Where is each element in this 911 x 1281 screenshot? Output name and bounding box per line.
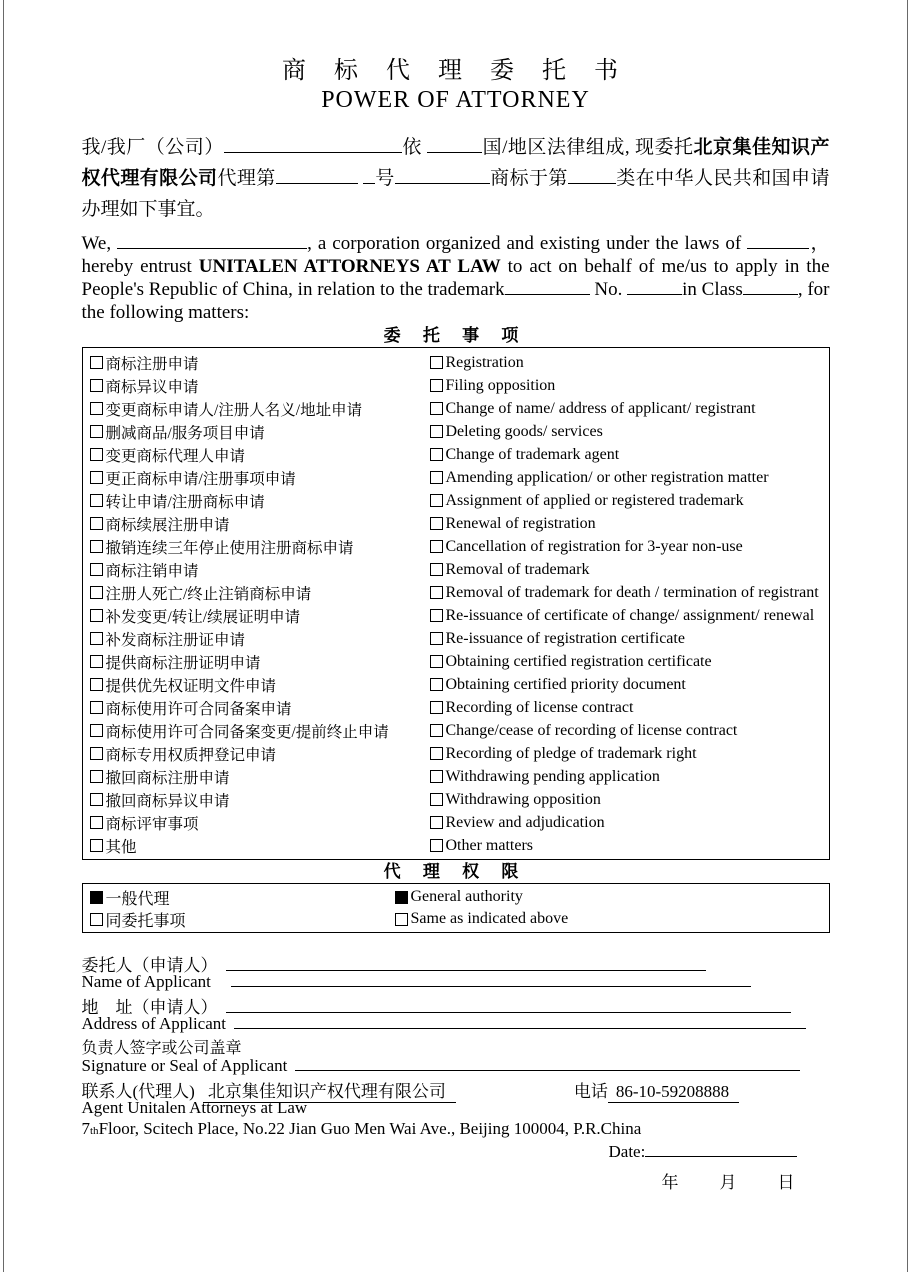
matters-row: [83, 443, 829, 466]
blank-line: [363, 168, 375, 184]
matters-row: [83, 374, 829, 397]
matters-item-en: [430, 400, 829, 418]
checkbox-checked-icon[interactable]: [395, 891, 408, 904]
text-run: in Class: [682, 279, 743, 300]
matters-item-label: Obtaining certified priority document: [445, 675, 686, 693]
checkbox-icon[interactable]: [90, 540, 103, 553]
matters-row: [83, 420, 829, 443]
matters-item-label: 变更商标申请人/注册人名义/地址申请: [105, 401, 363, 419]
matters-row: [83, 351, 829, 374]
matters-item-cn: [83, 421, 430, 443]
authority-option-label: Same as indicated above: [410, 910, 569, 927]
authority-table: [82, 883, 830, 933]
authority-heading: 代 理 权 限: [383, 862, 528, 881]
checkbox-icon[interactable]: [430, 747, 443, 760]
matters-row: [83, 650, 829, 673]
applicant-name-row-cn: [81, 951, 830, 975]
matters-item-cn: [83, 352, 430, 374]
matters-row: [83, 397, 829, 420]
checkbox-icon[interactable]: [430, 816, 443, 829]
matters-item-cn: [83, 628, 430, 650]
matters-item-label: Other matters: [445, 836, 534, 854]
authority-option-label: General authority: [410, 888, 523, 905]
matters-item-label: 提供优先权证明文件申请: [105, 677, 277, 695]
emphasis-text: 北京集佳知识产权代理有限公司: [81, 137, 830, 189]
text-run: 号: [374, 168, 395, 189]
checkbox-icon[interactable]: [430, 425, 443, 438]
checkbox-icon[interactable]: [430, 793, 443, 806]
matters-item-label: Withdrawing pending application: [445, 767, 660, 785]
applicant-name-line-cn: [226, 956, 706, 971]
matters-item-label: Re-issuance of certificate of change/ assignment/ renewal: [445, 606, 815, 624]
authority-option-en: [395, 888, 829, 906]
matters-item-en: [430, 676, 829, 694]
applicant-address-line-cn: [226, 998, 791, 1013]
matters-item-en: [430, 446, 829, 464]
authority-option-label: 一般代理: [105, 890, 170, 908]
matters-item-label: Deleting goods/ services: [445, 422, 603, 440]
matters-item-label: 商标专用权质押登记申请: [105, 746, 277, 764]
agent-address-number: 7: [81, 1119, 90, 1138]
checkbox-icon[interactable]: [430, 655, 443, 668]
blank-line: [627, 279, 682, 295]
matters-item-en: [430, 607, 829, 625]
matters-item-cn: [83, 559, 430, 581]
matters-row: [83, 627, 829, 650]
text-run: 类在中华人民共和国申请办理如下事宜。: [81, 168, 830, 220]
document-content: [81, 50, 830, 1192]
signature-section: [81, 951, 830, 1192]
blank-line: [276, 168, 358, 184]
checkbox-icon[interactable]: [430, 494, 443, 507]
day-label: 日: [777, 1173, 795, 1192]
checkbox-icon[interactable]: [90, 816, 103, 829]
matters-item-label: Cancellation of registration for 3-year non-use: [445, 537, 743, 555]
matters-item-label: Obtaining certified registration certificate: [445, 652, 712, 670]
matters-item-cn: [83, 674, 430, 696]
checkbox-icon[interactable]: [90, 586, 103, 599]
matters-item-label: 其他: [105, 838, 137, 856]
checkbox-icon[interactable]: [90, 563, 103, 576]
matters-item-label: 商标评审事项: [105, 815, 199, 833]
text-run: 商标于第: [489, 168, 568, 189]
applicant-address-label-cn: 地 址（申请人）: [81, 998, 218, 1017]
matters-item-cn: [83, 651, 430, 673]
checkbox-icon[interactable]: [90, 517, 103, 530]
text-run: No.: [589, 279, 628, 300]
emphasis-text: UNITALEN ATTORNEYS AT LAW: [198, 256, 501, 277]
checkbox-icon[interactable]: [90, 747, 103, 760]
checkbox-icon[interactable]: [90, 839, 103, 852]
applicant-address-line-en: [234, 1014, 806, 1029]
checkbox-icon[interactable]: [430, 540, 443, 553]
checkbox-icon[interactable]: [90, 724, 103, 737]
matters-row: [83, 512, 829, 535]
text-run: ， hereby entrust: [81, 233, 830, 277]
matters-item-cn: [83, 812, 430, 834]
matters-row: [83, 811, 829, 834]
matters-row: [83, 581, 829, 604]
applicant-address-label-en: Address of Applicant: [81, 1014, 226, 1033]
matters-item-label: Change/cease of recording of license contract: [445, 721, 738, 739]
matters-item-en: [430, 515, 829, 533]
checkbox-icon[interactable]: [430, 563, 443, 576]
matters-item-label: Change of name/ address of applicant/ registrant: [445, 399, 756, 417]
matters-item-cn: [83, 467, 430, 489]
checkbox-checked-icon[interactable]: [90, 891, 103, 904]
checkbox-icon[interactable]: [430, 379, 443, 392]
matters-row: [83, 604, 829, 627]
matters-item-label: 商标使用许可合同备案申请: [105, 700, 292, 718]
checkbox-icon[interactable]: [430, 586, 443, 599]
date-label: Date:: [608, 1142, 646, 1161]
matters-item-label: 补发变更/转让/续展证明申请: [105, 608, 301, 626]
blank-line: [427, 137, 482, 153]
checkbox-icon[interactable]: [90, 448, 103, 461]
text-run: to act on behalf of me/us to apply in the People's Republic of China, in relation to the trademark: [81, 256, 830, 300]
phone-number: 86-10-59208888: [608, 1082, 739, 1103]
matters-item-label: 删减商品/服务项目申请: [105, 424, 265, 442]
checkbox-icon[interactable]: [90, 356, 103, 369]
applicant-name-label-cn: 委托人（申请人）: [81, 956, 218, 975]
matters-item-label: Registration: [445, 353, 524, 371]
document-title-cn: 商 标 代 理 委 托 书: [282, 58, 629, 84]
matters-item-label: Recording of license contract: [445, 698, 634, 716]
blank-line: [743, 279, 798, 295]
matters-item-en: [430, 722, 829, 740]
matters-item-label: 商标使用许可合同备案变更/提前终止申请: [105, 723, 389, 741]
checkbox-icon[interactable]: [90, 471, 103, 484]
matters-item-en: [430, 584, 829, 602]
authority-row: [83, 886, 829, 908]
matters-item-label: Amending application/ or other registration matter: [445, 468, 769, 486]
checkbox-icon[interactable]: [430, 701, 443, 714]
text-run: , for the following matters:: [81, 279, 830, 323]
matters-item-cn: [83, 513, 430, 535]
checkbox-icon[interactable]: [90, 632, 103, 645]
checkbox-icon[interactable]: [430, 770, 443, 783]
matters-item-en: [430, 837, 829, 855]
authority-row: [83, 908, 829, 930]
agent-name-en: Agent Unitalen Attorneys at Law: [81, 1098, 308, 1117]
checkbox-icon[interactable]: [430, 839, 443, 852]
matters-item-en: [430, 377, 829, 395]
matters-row: [83, 696, 829, 719]
applicant-name-label-en: Name of Applicant: [81, 972, 211, 991]
checkbox-icon[interactable]: [430, 632, 443, 645]
matters-item-label: 更正商标申请/注册事项申请: [105, 470, 296, 488]
document-page: [3, 0, 908, 1272]
matters-item-cn: [83, 605, 430, 627]
matters-item-cn: [83, 444, 430, 466]
agent-address-ordinal: th: [90, 1125, 99, 1137]
intro-paragraph-en: [82, 232, 830, 324]
text-run: 代理第: [217, 168, 276, 189]
blank-line: [224, 137, 402, 153]
matters-item-en: [430, 768, 829, 786]
blank-line: [568, 168, 616, 184]
matters-item-cn: [83, 490, 430, 512]
matters-row: [83, 466, 829, 489]
matters-item-label: Withdrawing opposition: [445, 790, 601, 808]
matters-item-cn: [83, 789, 430, 811]
matters-item-label: Removal of trademark for death / termination of registrant: [445, 583, 819, 601]
blank-line: [117, 233, 307, 249]
matters-item-en: [430, 561, 829, 579]
matters-item-label: Renewal of registration: [445, 514, 596, 532]
matters-item-cn: [83, 375, 430, 397]
year-label: 年: [661, 1173, 679, 1192]
matters-item-cn: [83, 582, 430, 604]
matters-row: [83, 489, 829, 512]
authority-option-label: 同委托事项: [105, 912, 186, 930]
applicant-address-row-en: [82, 1014, 830, 1034]
checkbox-icon[interactable]: [90, 494, 103, 507]
signature-label-en: Signature or Seal of Applicant: [81, 1056, 288, 1075]
text-run: 我/我厂（公司）: [81, 137, 224, 158]
checkbox-icon[interactable]: [395, 913, 408, 926]
checkbox-icon[interactable]: [90, 701, 103, 714]
month-label: 月: [719, 1173, 737, 1192]
matters-item-label: 变更商标代理人申请: [105, 447, 246, 465]
matters-item-label: Recording of pledge of trademark right: [445, 744, 697, 762]
matters-item-label: 商标异议申请: [105, 378, 199, 396]
matters-item-en: [430, 469, 829, 487]
matters-item-en: [430, 423, 829, 441]
checkbox-icon[interactable]: [430, 402, 443, 415]
checkbox-icon[interactable]: [90, 678, 103, 691]
matters-item-cn: [83, 536, 430, 558]
matters-row: [83, 558, 829, 581]
agent-address-row: [82, 1119, 830, 1139]
contact-label: 联系人(代理人): [81, 1082, 195, 1101]
matters-row: [83, 742, 829, 765]
checkbox-icon[interactable]: [430, 448, 443, 461]
year-month-day-row: [661, 1168, 830, 1192]
authority-option-en: [395, 910, 829, 928]
checkbox-icon[interactable]: [90, 913, 103, 926]
checkbox-icon[interactable]: [430, 356, 443, 369]
document-title-en: POWER OF ATTORNEY: [321, 87, 590, 113]
checkbox-icon[interactable]: [90, 793, 103, 806]
blank-line: [395, 168, 490, 184]
authority-option-cn: [83, 908, 395, 931]
checkbox-icon[interactable]: [90, 655, 103, 668]
matters-row: [83, 765, 829, 788]
contact-row: [81, 1077, 830, 1101]
matters-item-label: 商标注销申请: [105, 562, 199, 580]
applicant-address-row-cn: [81, 993, 830, 1017]
matters-item-label: 注册人死亡/终止注销商标申请: [105, 585, 312, 603]
authority-option-cn: [83, 886, 395, 909]
text-run: , a corporation organized and existing under the laws of: [307, 233, 748, 254]
matters-item-label: Assignment of applied or registered trademark: [445, 491, 744, 509]
matters-item-en: [430, 492, 829, 510]
matters-item-label: 商标注册申请: [105, 355, 199, 373]
matters-item-en: [430, 814, 829, 832]
matters-row: [83, 535, 829, 558]
matters-item-cn: [83, 398, 430, 420]
signature-label-cn: 负责人签字或公司盖章: [81, 1040, 242, 1057]
checkbox-icon[interactable]: [90, 609, 103, 622]
matters-item-en: [430, 538, 829, 556]
intro-paragraph-cn: [82, 132, 830, 225]
matters-item-label: 撤回商标注册申请: [105, 769, 230, 787]
checkbox-icon[interactable]: [90, 425, 103, 438]
matters-item-cn: [83, 766, 430, 788]
matters-item-cn: [83, 697, 430, 719]
signature-row-en: [82, 1056, 830, 1076]
matters-row: [83, 673, 829, 696]
matters-item-label: 提供商标注册证明申请: [105, 654, 261, 672]
checkbox-icon[interactable]: [90, 770, 103, 783]
applicant-name-row-en: [82, 972, 830, 992]
matters-row: [83, 834, 829, 857]
phone-label: 电话: [573, 1082, 608, 1101]
matters-item-label: 转让申请/注册商标申请: [105, 493, 265, 511]
checkbox-icon[interactable]: [430, 678, 443, 691]
matters-item-label: 补发商标注册证申请: [105, 631, 246, 649]
blank-line: [505, 279, 590, 295]
matters-item-en: [430, 354, 829, 372]
matters-item-en: [430, 699, 829, 717]
text-run: 依: [401, 137, 428, 158]
matters-item-en: [430, 745, 829, 763]
contact-agent-name: 北京集佳知识产权代理有限公司: [203, 1077, 456, 1103]
signature-line-en: [295, 1056, 800, 1071]
matters-item-label: 撤回商标异议申请: [105, 792, 230, 810]
checkbox-icon[interactable]: [430, 471, 443, 484]
checkbox-icon[interactable]: [430, 517, 443, 530]
matters-item-label: Removal of trademark: [445, 560, 590, 578]
matters-item-cn: [83, 720, 430, 742]
matters-item-en: [430, 653, 829, 671]
matters-row: [83, 788, 829, 811]
agent-address-text: Floor, Scitech Place, No.22 Jian Guo Men Wai Ave., Beijing 100004, P.R.China: [98, 1119, 642, 1138]
text-run: We,: [81, 233, 118, 254]
matters-row: [83, 719, 829, 742]
matters-item-label: Re-issuance of registration certificate: [445, 629, 685, 647]
checkbox-icon[interactable]: [430, 609, 443, 622]
matters-heading: 委 托 事 项: [383, 326, 528, 345]
date-row: [609, 1142, 830, 1162]
blank-line: [747, 233, 809, 249]
matters-table: [82, 347, 830, 860]
matters-item-en: [430, 630, 829, 648]
matters-item-label: 撤销连续三年停止使用注册商标申请: [105, 539, 354, 557]
matters-item-en: [430, 791, 829, 809]
checkbox-icon[interactable]: [430, 724, 443, 737]
signature-row-cn: [82, 1035, 830, 1055]
matters-item-label: Review and adjudication: [445, 813, 605, 831]
applicant-name-line-en: [231, 972, 751, 987]
matters-item-label: Change of trademark agent: [445, 445, 620, 463]
date-line: [645, 1142, 797, 1157]
matters-item-cn: [83, 835, 430, 857]
checkbox-icon[interactable]: [90, 402, 103, 415]
matters-item-label: Filing opposition: [445, 376, 556, 394]
text-run: 国/地区法律组成, 现委托: [482, 137, 694, 158]
checkbox-icon[interactable]: [90, 379, 103, 392]
matters-item-label: 商标续展注册申请: [105, 516, 230, 534]
matters-item-cn: [83, 743, 430, 765]
